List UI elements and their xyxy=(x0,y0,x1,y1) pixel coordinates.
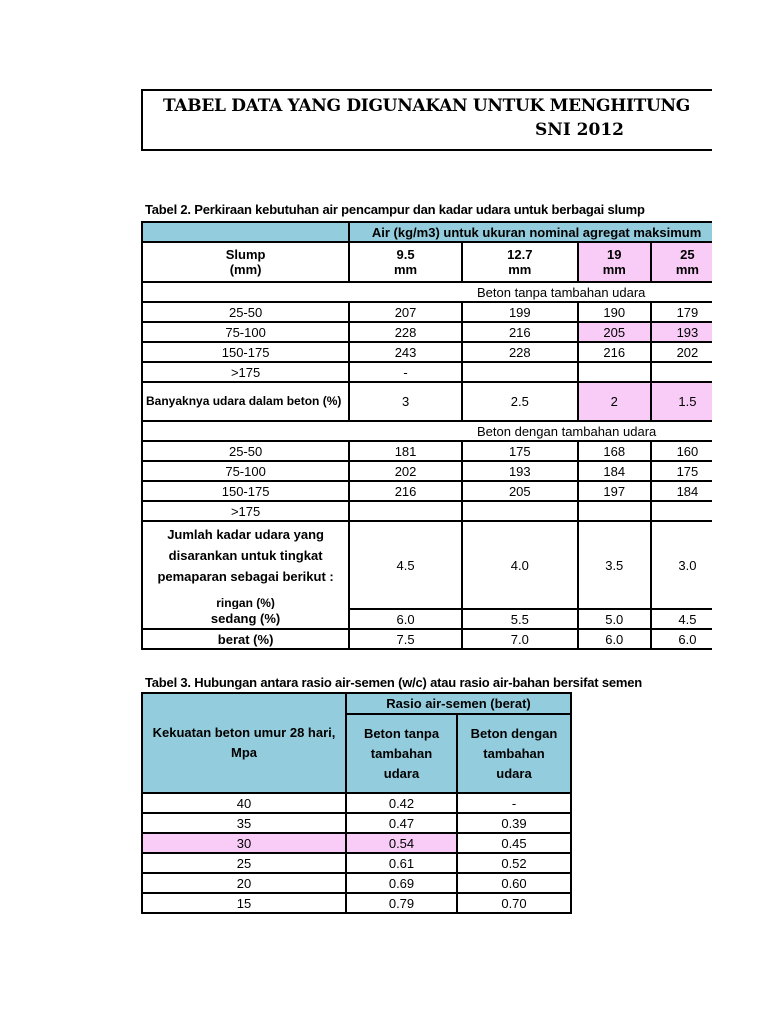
table-row xyxy=(142,813,571,833)
page-right-edge xyxy=(712,0,768,1024)
table-cell: 25-50 xyxy=(142,302,349,322)
table-row xyxy=(142,853,571,873)
table-cell xyxy=(462,362,578,382)
table-cell: 0.39 xyxy=(457,813,571,833)
table2-group-header: Air (kg/m3) untuk ukuran nominal agregat maksimum xyxy=(349,222,724,242)
table-cell: sedang (%) xyxy=(142,609,349,629)
table-cell: 175 xyxy=(462,441,578,461)
table-cell: 199 xyxy=(462,302,578,322)
table-row xyxy=(142,609,724,629)
page-subtitle: SNI 2012 xyxy=(535,120,625,140)
table-row xyxy=(142,629,724,649)
table-cell: 25-50 xyxy=(142,441,349,461)
table-row xyxy=(142,793,571,813)
table-cell: berat (%) xyxy=(142,629,349,649)
table-cell: 205 xyxy=(578,322,651,342)
table-row xyxy=(142,501,724,521)
table-cell: 0.60 xyxy=(457,873,571,893)
table-row xyxy=(142,362,724,382)
table-cell: 2 xyxy=(578,382,651,421)
table-row xyxy=(142,322,724,342)
table-cell: 4.5 xyxy=(349,521,462,609)
col-no-air-header: Beton tanpa tambahan udara xyxy=(346,714,457,793)
table-cell: 150-175 xyxy=(142,342,349,362)
size-header: 25 mm xyxy=(651,242,724,282)
table-cell: 3.0 xyxy=(651,521,724,609)
table-cell: 0.47 xyxy=(346,813,457,833)
table-row xyxy=(142,893,571,913)
table-cell: 0.70 xyxy=(457,893,571,913)
table-cell: 30 xyxy=(142,833,346,853)
table-cell: 228 xyxy=(462,342,578,362)
table-cell: 6.0 xyxy=(578,629,651,649)
table-cell: 0.54 xyxy=(346,833,457,853)
section-label: Beton tanpa tambahan udara xyxy=(142,282,724,302)
table-cell xyxy=(462,501,578,521)
table-cell: 75-100 xyxy=(142,322,349,342)
table-cell: 197 xyxy=(578,481,651,501)
table-cell xyxy=(349,501,462,521)
table-cell: - xyxy=(457,793,571,813)
size-header: 9.5 mm xyxy=(349,242,462,282)
table-cell: 193 xyxy=(651,322,724,342)
table-cell: 0.61 xyxy=(346,853,457,873)
table-row xyxy=(142,302,724,322)
table-cell: 0.52 xyxy=(457,853,571,873)
table-cell: >175 xyxy=(142,501,349,521)
table-cell: 20 xyxy=(142,873,346,893)
table-row xyxy=(142,382,724,421)
section-label: Beton dengan tambahan udara xyxy=(142,421,724,441)
table-cell: 40 xyxy=(142,793,346,813)
table-cell: 75-100 xyxy=(142,461,349,481)
table-cell: 150-175 xyxy=(142,481,349,501)
table-cell: 228 xyxy=(349,322,462,342)
table-cell: 205 xyxy=(462,481,578,501)
table3-caption: Tabel 3. Hubungan antara rasio air-semen (w/c) atau rasio air-bahan bersifat semen xyxy=(145,675,643,690)
table-cell: 207 xyxy=(349,302,462,322)
recommended-air-label: Jumlah kadar udara yang disarankan untuk tingkat pemaparan sebagai berikut : ringan (%) xyxy=(142,521,349,609)
table-cell: 5.0 xyxy=(578,609,651,629)
table-cell: 216 xyxy=(462,322,578,342)
table-cell: 0.79 xyxy=(346,893,457,913)
table-cell: 184 xyxy=(651,481,724,501)
table-cell: 4.5 xyxy=(651,609,724,629)
table-cell: 3.5 xyxy=(578,521,651,609)
size-header: 12.7 mm xyxy=(462,242,578,282)
table-cell xyxy=(578,501,651,521)
table-cell: 181 xyxy=(349,441,462,461)
table3 xyxy=(141,692,572,914)
table-cell: 0.69 xyxy=(346,873,457,893)
table-cell: 184 xyxy=(578,461,651,481)
table-cell: 1.5 xyxy=(651,382,724,421)
table-cell: 6.0 xyxy=(651,629,724,649)
table-cell: 0.42 xyxy=(346,793,457,813)
table-cell: 216 xyxy=(578,342,651,362)
slump-header: Slump (mm) xyxy=(142,242,349,282)
ringan-label: ringan (%) xyxy=(216,596,275,609)
col-air-header: Beton dengan tambahan udara xyxy=(457,714,571,793)
table-cell: 3 xyxy=(349,382,462,421)
table-cell: 193 xyxy=(462,461,578,481)
table-cell: 202 xyxy=(651,342,724,362)
table2 xyxy=(141,221,725,650)
table-row xyxy=(142,342,724,362)
table-cell: 216 xyxy=(349,481,462,501)
table-cell: Banyaknya udara dalam beton (%) xyxy=(142,382,349,421)
table-cell: 6.0 xyxy=(349,609,462,629)
table-cell: >175 xyxy=(142,362,349,382)
table-cell: 168 xyxy=(578,441,651,461)
size-header: 19 mm xyxy=(578,242,651,282)
table-cell: 202 xyxy=(349,461,462,481)
table-row xyxy=(142,461,724,481)
table-row xyxy=(142,481,724,501)
ratio-header: Rasio air-semen (berat) xyxy=(346,693,571,714)
table-cell: 243 xyxy=(349,342,462,362)
table-cell: 7.5 xyxy=(349,629,462,649)
table-cell: 15 xyxy=(142,893,346,913)
table-row xyxy=(142,833,571,853)
table-cell: 35 xyxy=(142,813,346,833)
strength-header: Kekuatan beton umur 28 hari, Mpa xyxy=(142,693,346,793)
table-row xyxy=(142,521,724,609)
table-cell: - xyxy=(349,362,462,382)
table-row xyxy=(142,441,724,461)
table-cell: 175 xyxy=(651,461,724,481)
table2-caption: Tabel 2. Perkiraan kebutuhan air pencampur dan kadar udara untuk berbagai slump xyxy=(145,202,645,217)
table-cell: 5.5 xyxy=(462,609,578,629)
table-cell: 0.45 xyxy=(457,833,571,853)
table-cell xyxy=(578,362,651,382)
table-cell: 160 xyxy=(651,441,724,461)
table-cell: 7.0 xyxy=(462,629,578,649)
page-title: TABEL DATA YANG DIGUNAKAN UNTUK MENGHITUNG xyxy=(163,96,690,116)
table-cell: 190 xyxy=(578,302,651,322)
table-cell: 179 xyxy=(651,302,724,322)
table-cell: 2.5 xyxy=(462,382,578,421)
table-cell: 25 xyxy=(142,853,346,873)
table-cell: 4.0 xyxy=(462,521,578,609)
table-row xyxy=(142,873,571,893)
